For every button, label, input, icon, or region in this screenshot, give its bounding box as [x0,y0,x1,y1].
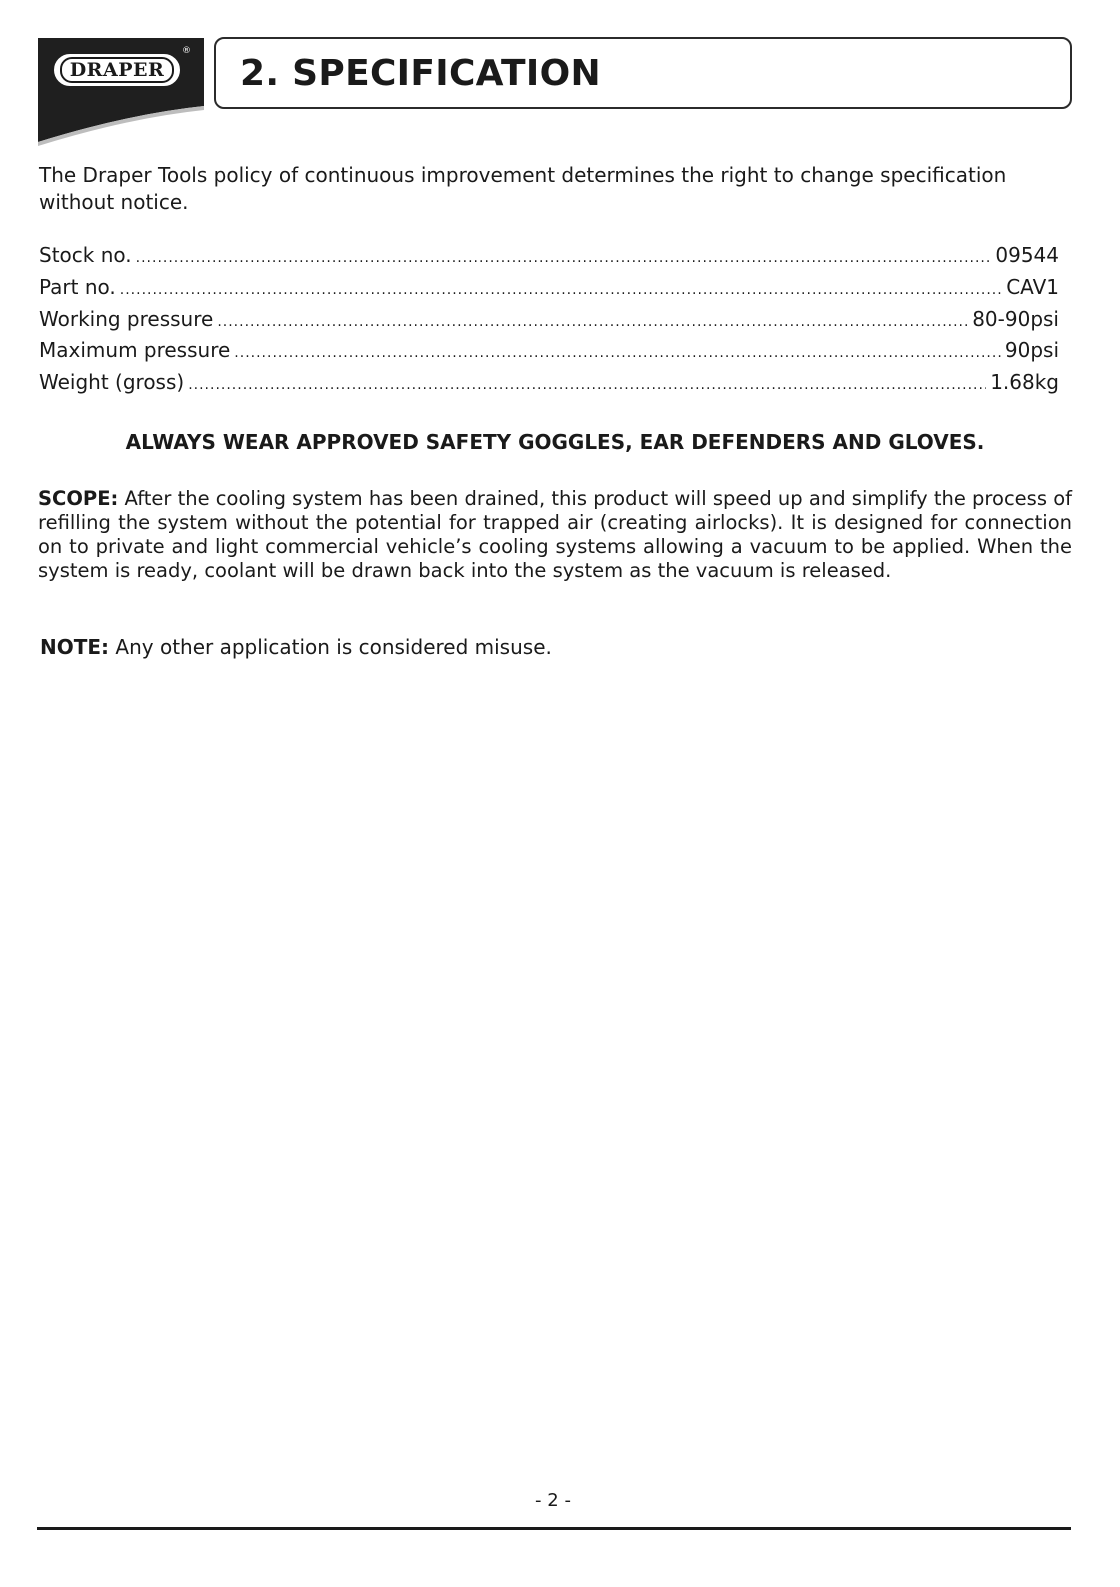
note-paragraph [40,635,1070,659]
draper-logo [38,38,204,146]
spec-value: 1.68kg [990,370,1059,395]
spec-row-weight [39,367,1059,399]
spec-label: Maximum pressure [39,338,231,363]
section-title: 2. SPECIFICATION [240,52,601,94]
spec-row-maximum-pressure [39,335,1059,367]
spec-row-part-no [39,272,1059,304]
scope-paragraph [38,487,1072,583]
dot-leader [188,370,986,402]
dot-leader [217,307,968,339]
spec-label: Part no. [39,274,116,299]
page-number: - 2 - [535,1490,571,1511]
scope-text: After the cooling system has been drained, this product will speed up and simplify the process of refilling the system without the potential for trapped air (creating airlocks). It is designed for connection on to private and light commercial vehicle’s cooling systems allowing a vacuum to be applied. When the system is ready, coolant will be drawn back into the system as the vacuum is released. [38,487,1072,582]
spec-value: CAV1 [1006,274,1059,299]
spec-value: 09544 [995,243,1059,267]
scope-label: SCOPE: [38,487,119,510]
section-title-box [214,37,1072,109]
spec-value: 80-90psi [972,306,1059,331]
intro-paragraph: The Draper Tools policy of continuous improvement determines the right to change specification without notice. [39,163,1007,214]
spec-label: Weight (gross) [39,370,185,395]
footer-divider [37,1527,1071,1530]
note-text: Any other application is considered misuse. [109,635,552,659]
registered-mark: ® [182,46,191,56]
spec-label: Working pressure [39,306,214,331]
dot-leader [136,243,992,275]
safety-warning: ALWAYS WEAR APPROVED SAFETY GOGGLES, EAR DEFENDERS AND GLOVES. [125,430,985,454]
note-label: NOTE: [40,635,110,659]
spec-row-working-pressure [39,304,1059,336]
specification-list [39,240,1059,399]
logo-badge [54,54,180,86]
spec-value: 90psi [1004,338,1059,363]
dot-leader [120,275,1002,307]
dot-leader [234,338,1001,370]
logo-wordmark: DRAPER [60,57,175,83]
spec-label: Stock no. [39,243,132,267]
spec-row-stock-no [39,240,1059,272]
